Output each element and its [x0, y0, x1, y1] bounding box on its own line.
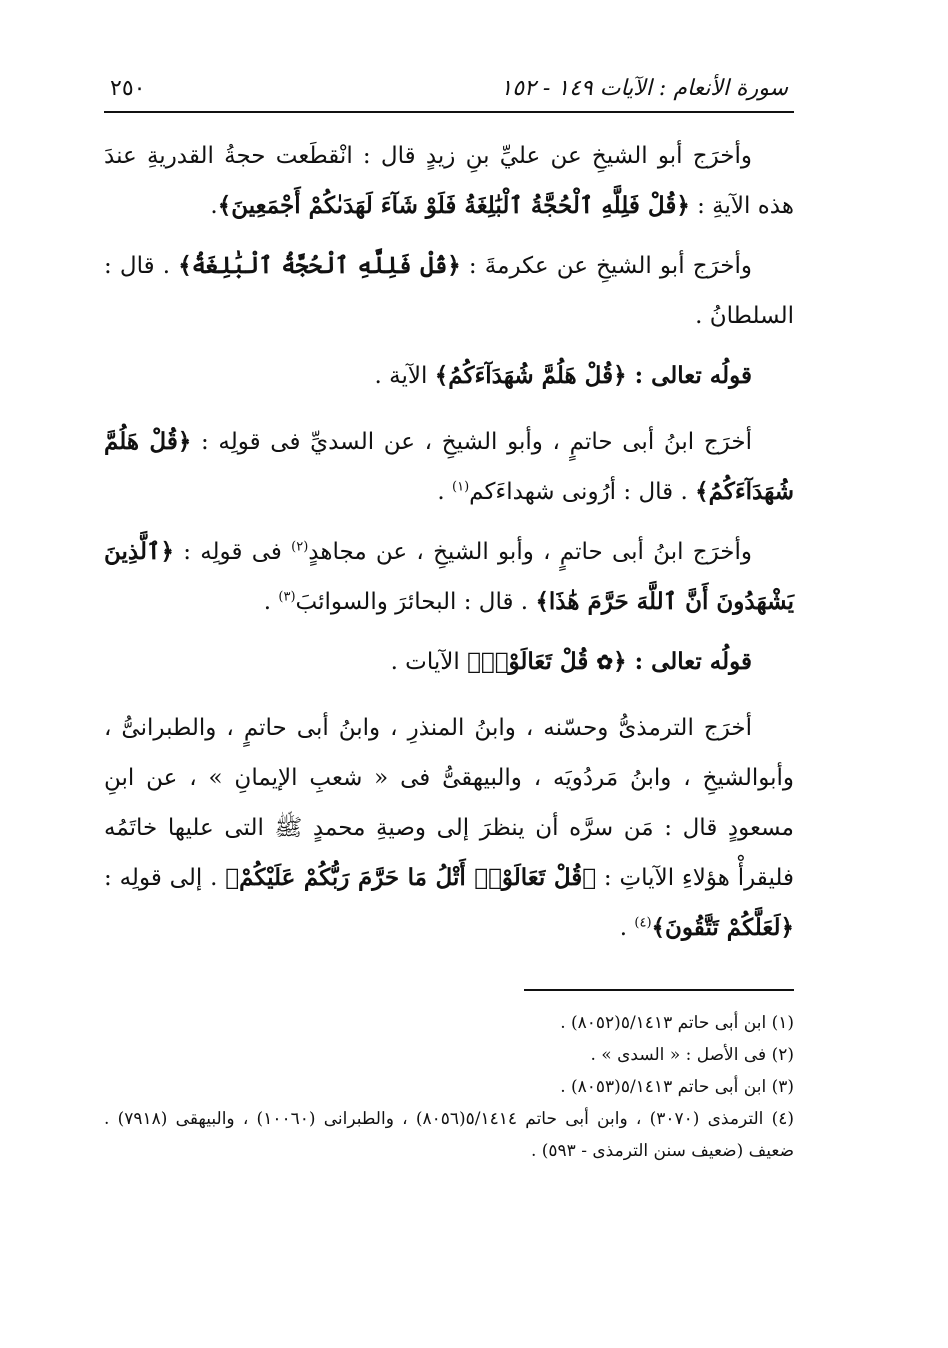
quran-bracket-open: ﴿ [582, 864, 597, 891]
quran-bracket-close: ﴾ [217, 192, 232, 219]
quran-bracket-open: ﴿ [780, 914, 794, 941]
paragraph-2 [104, 241, 794, 341]
quran-bracket-open: ﴿ [676, 192, 690, 219]
quran-verse: قُلْ هَلُمَّ شُهَدَآءَكُمُ [448, 362, 614, 389]
footnote-marker-3[interactable]: (٣) [278, 589, 296, 605]
heading-rest: الآية . [374, 363, 435, 389]
quran-bracket-open: ﴿ [613, 648, 627, 675]
quran-bracket-open: ﴿ [177, 428, 192, 455]
book-page [104, 76, 794, 1167]
quran-bracket-open: ﴿ [613, 362, 627, 389]
footnote-marker-2[interactable]: (٢) [291, 539, 309, 555]
quran-bracket-close: ﴾ [434, 362, 449, 389]
quran-verse: ٱلَّذِينَ يَشْهَدُونَ أَنَّ ٱللَّهَ حَرَّمَ هَٰذَا [104, 538, 794, 615]
flower-ornament-icon: ✿ [596, 650, 614, 674]
quran-bracket-close: ﴾ [651, 914, 666, 941]
quran-verse: لَعَلَّكُمْ تَتَّقُونَ [665, 914, 781, 941]
footnotes [104, 1007, 794, 1167]
paragraph-text: أخرَج الترمذىُّ وحسّنه ، وابنُ المنذرِ ، وابنُ أبى حاتمٍ ، والطبرانىُّ ، وأبوالشيخِ ، وابنُ مَردُويَه ، والبيهقىُّ فى « شعبِ الإيمانِ » ، عن ابنِ مسعودٍ قال : مَن سرَّه أن ينظرَ إلى وصيةِ محمدٍ ﷺ التى عليها خاتَمُه فليقرأْ هؤلاءِ الآياتِ : [104, 715, 794, 891]
section-heading-1 [104, 351, 794, 401]
footnote-2: (٢) فى الأصل : « السدى » . [590, 1045, 794, 1065]
footnote-1: (١) ابن أبى حاتم ٥/١٤١٣(٨٠٥٢) . [560, 1013, 794, 1033]
paragraph-text: فى قولِه : [173, 539, 292, 565]
paragraph-5 [104, 703, 794, 953]
header-rule [104, 111, 794, 113]
footnote-marker-4[interactable]: (٤) [634, 915, 652, 931]
paragraph-text: . قال : السلطانُ . [104, 253, 794, 329]
quran-bracket-close: ﴾ [225, 864, 240, 891]
quran-verse: قُلْ فَلِلَّهِ ٱلْحُجَّةُ ٱلْبَٰلِغَةُ [191, 252, 448, 279]
quran-bracket-close: ﴾ [467, 648, 481, 675]
quran-verse: قُلْ فَلِلَّهِ ٱلْحُجَّةُ ٱلْبَٰلِغَةُ فَلَوْ شَآءَ لَهَدَىٰكُمْ أَجْمَعِينَ [231, 192, 677, 219]
quran-bracket-open: ﴿ [447, 252, 461, 279]
quran-bracket-close: ﴾ [695, 478, 709, 505]
heading-rest: الآيات . [390, 649, 468, 675]
paragraph-text: . إلى قولِه : [104, 865, 226, 891]
quran-bracket-close: ﴾ [535, 588, 549, 615]
paragraph-text: . [263, 589, 279, 615]
paragraph-4 [104, 527, 794, 627]
quran-verse: قُلْ تَعَالَوْا۟ [480, 648, 597, 675]
quran-verse: قُلْ تَعَالَوْا۟ أَتْلُ مَا حَرَّمَ رَبُّكُمْ عَلَيْكُمْ [239, 864, 583, 891]
paragraph-text: . [619, 915, 635, 941]
footnote-4: (٤) الترمذى (٣٠٧٠) ، وابن أبى حاتم ٥/١٤١٤(٨٠٥٦) ، والطبرانى (١٠٠٦٠) ، والبيهقى (٧٩١٨) . ضعيف (ضعيف سنن الترمذى - ٥٩٣) . [104, 1109, 794, 1161]
body-text [104, 131, 794, 953]
running-head [104, 76, 794, 111]
paragraph-text: أخرَج ابنُ أبى حاتمٍ ، وأبو الشيخِ ، عن السديِّ فى قولِه : [191, 429, 752, 455]
running-title: سورة الأنعام : الآيات ١٤٩ - ١٥٢ [500, 76, 788, 101]
quran-bracket-open: ﴿ [160, 538, 174, 565]
quran-verse: قُلْ هَلُمَّ شُهَدَآءَكُمُ [104, 428, 794, 505]
paragraph-text: وأخرَج أبو الشيخِ عن عليِّ بنِ زيدٍ قال : انْقطَعت حجةُ القدريةِ عندَ هذه الآيةِ : [104, 143, 794, 219]
section-heading-2 [104, 637, 794, 687]
footnote-marker-1[interactable]: (١) [452, 479, 470, 495]
paragraph-text: . [210, 193, 218, 219]
footnote-rule [524, 989, 794, 991]
paragraph-3 [104, 417, 794, 517]
paragraph-text: وأخرَج ابنُ أبى حاتمٍ ، وأبو الشيخِ ، عن مجاهدٍ [308, 539, 752, 565]
footnote-3: (٣) ابن أبى حاتم ٥/١٤١٣(٨٠٥٣) . [560, 1077, 794, 1097]
paragraph-text: . قال : البحائرَ والسوائبَ [295, 589, 536, 615]
paragraph-1 [104, 131, 794, 231]
paragraph-text: . [437, 479, 453, 505]
paragraph-text: وأخرَج أبو الشيخِ عن عكرمةَ : [460, 253, 752, 279]
quran-bracket-close: ﴾ [178, 252, 192, 279]
heading-label: قولُه تعالى : [626, 648, 752, 675]
page-number: ٢٥٠ [110, 76, 146, 101]
heading-label: قولُه تعالى : [626, 362, 752, 389]
paragraph-text: . قال : أرُونى شهداءَكم [469, 479, 696, 505]
